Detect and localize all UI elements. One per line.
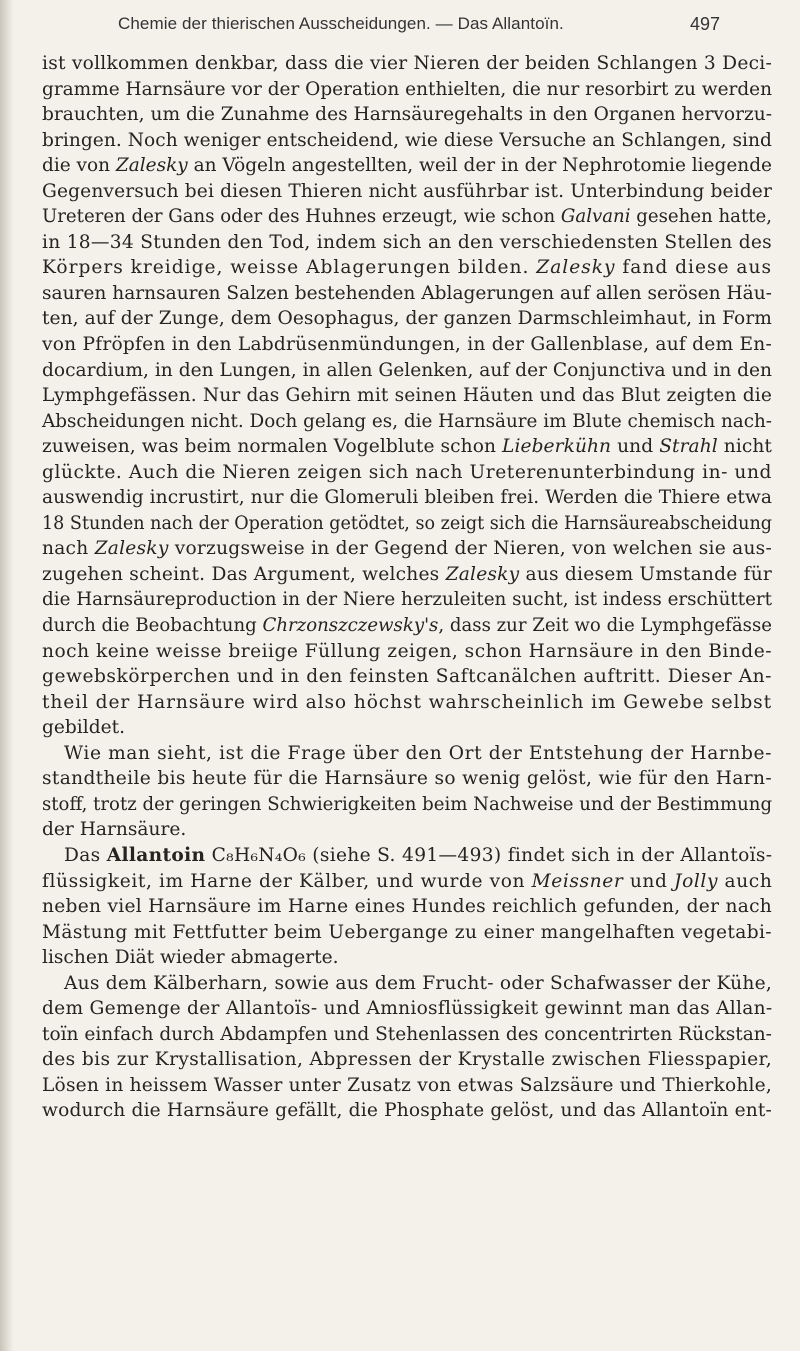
text-line: ten, auf der Zunge, dem Oesophagus, der ganzen Darmschleimhaut, in Form [42,308,772,330]
text-line: zuweisen, was beim normalen Vogelblute schon Lieberkühn und Strahl nicht [42,436,772,458]
page-number: 497 [689,14,720,34]
paragraph [42,971,772,1124]
text-line: lischen Diät wieder abmagerte. [42,947,339,969]
page-header [118,14,720,44]
text-line: Wie man sieht, ist die Frage über den Ort der Entstehung der Harnbe- [64,742,772,764]
text-line: die von Zalesky an Vögeln angestellten, weil der in der Nephrotomie liegende [42,155,772,177]
text-line: bringen. Noch weniger entscheidend, wie diese Versuche an Schlangen, sind [42,129,772,151]
text-line: Gegenversuch bei diesen Thieren nicht ausführbar ist. Unterbindung beider [42,180,772,202]
paragraph [42,51,772,741]
text-line: toïn einfach durch Abdampfen und Stehenlassen des concentrirten Rückstan- [42,1023,772,1045]
text-line: 18 Stunden nach der Operation getödtet, so zeigt sich die Harnsäureabscheidung [42,512,772,534]
text-line: zugehen scheint. Das Argument, welches Zalesky aus diesem Umstande für [42,563,773,585]
text-line: Ureteren der Gans oder des Huhnes erzeugt, wie schon Galvani gesehen hatte, [42,206,773,228]
text-line: ist vollkommen denkbar, dass die vier Nieren der beiden Schlangen 3 Deci- [42,53,772,74]
text-line: durch die Beobachtung Chrzonszczewsky's, dass zur Zeit wo die Lymphgefässe [42,615,772,637]
text-line: glückte. Auch die Nieren zeigen sich nach Ureterenunterbindung in- und [42,461,772,483]
text-line: brauchten, um die Zunahme des Harnsäuregehalts in den Organen hervorzu- [42,104,773,126]
text-line: docardium, in den Lungen, in allen Gelenken, auf der Conjunctiva und in den [42,359,773,381]
paragraph [42,843,772,971]
text-line: in 18—34 Stunden den Tod, indem sich an den verschiedensten Stellen des [42,231,773,253]
paragraph [42,741,772,843]
text-line: wodurch die Harnsäure gefällt, die Phosphate gelöst, und das Allantoïn ent- [42,1100,772,1122]
text-line: des bis zur Krystallisation, Abpressen der Krystalle zwischen Fliesspapier, [42,1049,773,1071]
text-line: Abscheidungen nicht. Doch gelang es, die Harnsäure im Blute chemisch nach- [42,410,773,432]
text-line: gramme Harnsäure vor der Operation enthielten, die nur resorbirt zu werden [42,78,773,100]
text-line: dem Gemenge der Allantoïs- und Amniosflüssigkeit gewinnt man das Allan- [42,998,773,1020]
text-line: theil der Harnsäure wird also höchst wahrscheinlich im Gewebe selbst [42,691,772,713]
text-line: flüssigkeit, im Harne der Kälber, und wurde von Meissner und Jolly auch [42,870,773,892]
text-line: Lösen in heissem Wasser unter Zusatz von etwas Salzsäure und Thierkohle, [42,1074,772,1096]
text-line: von Pfröpfen in den Labdrüsenmündungen, in der Gallenblase, auf dem En- [42,334,773,356]
text-line: gewebskörperchen und in den feinsten Saftcanälchen auftritt. Dieser An- [42,666,772,688]
text-line: sauren harnsauren Salzen bestehenden Ablagerungen auf allen serösen Häu- [42,282,772,304]
body-text [42,51,772,1124]
text-line: stoff, trotz der geringen Schwierigkeiten beim Nachweise und der Bestimmung [42,793,773,815]
text-line: gebildet. [42,717,125,739]
running-head: Chemie der thierischen Ausscheidungen. — Das Allantoïn. [118,14,564,33]
text-line: Das Allantoin C₈H₆N₄O₆ (siehe S. 491—493) findet sich in der Allantoïs- [64,844,773,866]
text-line: neben viel Harnsäure im Harne eines Hundes reichlich gefunden, der nach [42,896,773,918]
text-line: auswendig incrustirt, nur die Glomeruli bleiben frei. Werden die Thiere etwa [42,487,772,509]
text-line: Körpers kreidige, weisse Ablagerungen bilden. Zalesky fand diese aus [42,257,772,279]
text-line: der Harnsäure. [42,819,187,841]
text-line: nach Zalesky vorzugsweise in der Gegend der Nieren, von welchen sie aus- [42,538,772,560]
text-line: Lymphgefässen. Nur das Gehirn mit seinen Häuten und das Blut zeigten die [42,385,772,407]
text-line: Aus dem Kälberharn, sowie aus dem Frucht- oder Schafwasser der Kühe, [64,972,772,994]
text-line: die Harnsäureproduction in der Niere herzuleiten sucht, ist indess erschüttert [42,589,773,611]
text-line: Mästung mit Fettfutter beim Uebergange zu einer mangelhaften vegetabi- [42,921,772,943]
text-line: standtheile bis heute für die Harnsäure so wenig gelöst, wie für den Harn- [42,768,772,790]
page-binding-shadow [0,0,14,1351]
text-line: noch keine weisse breiige Füllung zeigen, schon Harnsäure in den Binde- [42,640,772,662]
